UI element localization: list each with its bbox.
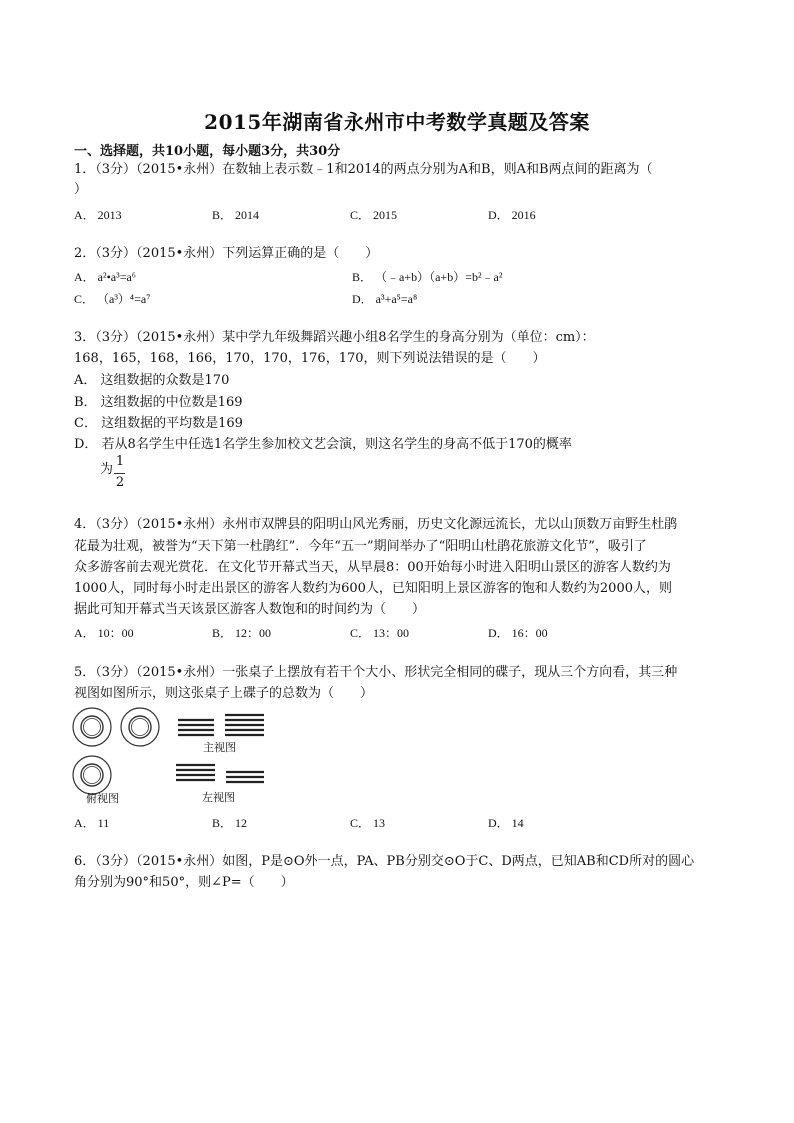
q5-option-d: D． 14 <box>488 816 524 830</box>
q5-stem-line2: 视图如图所示，则这张桌子上碟子的总数为（ ） <box>74 686 374 701</box>
q3-option-b: B． 这组数据的中位数是169 <box>74 395 243 410</box>
front-view-label: 主视图 <box>203 741 236 754</box>
top-view-plate-1 <box>73 708 111 746</box>
q1-option-b: B． 2014 <box>212 208 260 222</box>
q1-option-c: C． 2015 <box>350 208 398 222</box>
q4-option-d: D． 16：00 <box>488 626 548 640</box>
page-title: 2015年湖南省永州市中考数学真题及答案 <box>204 110 590 134</box>
q2-option-d: D． a³+a⁵=a⁸ <box>352 292 418 306</box>
q1-stem-line1: 1．（3分）（2015•永州）在数轴上表示数﹣1和2014的两点分别为A和B，则A和B两点间的距离为（ <box>74 162 653 177</box>
q4-option-a: A． 10：00 <box>74 626 134 640</box>
q3-option-d-fraction <box>100 454 125 490</box>
fraction-bar <box>114 473 125 474</box>
q1-option-d: D． 2016 <box>488 208 536 222</box>
top-view-plate-2 <box>121 708 159 746</box>
top-view-label: 俯视图 <box>86 792 119 805</box>
left-view-stack-right <box>226 772 264 782</box>
top-view-plate-3 <box>73 756 111 794</box>
left-view-label: 左视图 <box>202 791 235 804</box>
q4-option-c: C． 13：00 <box>350 626 410 640</box>
plate-views-figure <box>70 705 270 805</box>
q5-option-b: B． 12 <box>212 816 248 830</box>
q2-stem: 2．（3分）（2015•永州）下列运算正确的是（ ） <box>74 246 379 261</box>
q2-option-a: A． a²•a³=a⁶ <box>74 270 136 284</box>
front-view-stack-right <box>225 715 264 735</box>
q1-option-a: A． 2013 <box>74 208 122 222</box>
q3-option-a: A． 这组数据的众数是170 <box>74 373 230 388</box>
q4-option-b: B． 12：00 <box>212 626 272 640</box>
q4-stem-line5: 据此可知开幕式当天该景区游客人数饱和的时间约为（ ） <box>74 602 426 617</box>
fraction-denominator: 2 <box>115 475 125 490</box>
q4-stem-line3: 众多游客前去观光赏花．在文化节开幕式当天，从早晨8：00开始每小时进入阳明山景区的游客人数约为 <box>74 560 671 575</box>
q5-stem-line1: 5．（3分）（2015•永州）一张桌子上摆放有若干个大小、形状完全相同的碟子，现从三个方向看，其三种 <box>74 665 678 680</box>
front-view-stack-left <box>178 720 214 735</box>
section-heading: 一、选择题，共10小题，每小题3分，共30分 <box>74 144 341 159</box>
q4-stem-line4: 1000人，同时每小时走出景区的游客人数约为600人，已知阳明上景区游客的饱和人数约为2000人，则 <box>74 581 672 596</box>
q3-option-c: C． 这组数据的平均数是169 <box>74 416 243 431</box>
q3-stem-line2: 168，165，168，166，170，170，176，170，则下列说法错误的是（ ） <box>74 351 546 366</box>
left-view-stack-left <box>176 765 215 780</box>
q2-option-c: C． （a³）⁴=a⁷ <box>74 292 151 306</box>
q1-stem-line2: ） <box>74 182 88 197</box>
q5-option-a: A． 11 <box>74 816 110 830</box>
q4-stem-line1: 4．（3分）（2015•永州）永州市双牌县的阳明山风光秀丽，历史文化源远流长，尤以山顶数万亩野生杜鹃 <box>74 517 678 532</box>
q5-option-c: C． 13 <box>350 816 386 830</box>
q3-option-d-tail: 为 <box>100 462 114 477</box>
fraction-numerator: 1 <box>115 454 125 469</box>
q3-stem-line1: 3．（3分）（2015•永州）某中学九年级舞蹈兴趣小组8名学生的身高分别为（单位：cm）： <box>74 330 595 345</box>
q6-stem-line2: 角分别为90°和50°，则∠P=（ ） <box>74 875 294 890</box>
q6-stem-line1: 6．（3分）（2015•永州）如图，P是⊙O外一点，PA、PB分别交⊙O于C、D两点，已知AB和CD所对的圆心 <box>74 854 695 869</box>
q2-option-b: B． （﹣a+b）（a+b）=b²﹣a² <box>352 270 503 284</box>
q4-stem-line2: 花最为壮观，被誉为“天下第一杜鹃红”．今年“五一”期间举办了“阳明山杜鹃花旅游文化节”，吸引了 <box>74 539 647 554</box>
q3-option-d: D． 若从8名学生中任选1名学生参加校文艺会演，则这名学生的身高不低于170的概率 <box>74 437 572 452</box>
